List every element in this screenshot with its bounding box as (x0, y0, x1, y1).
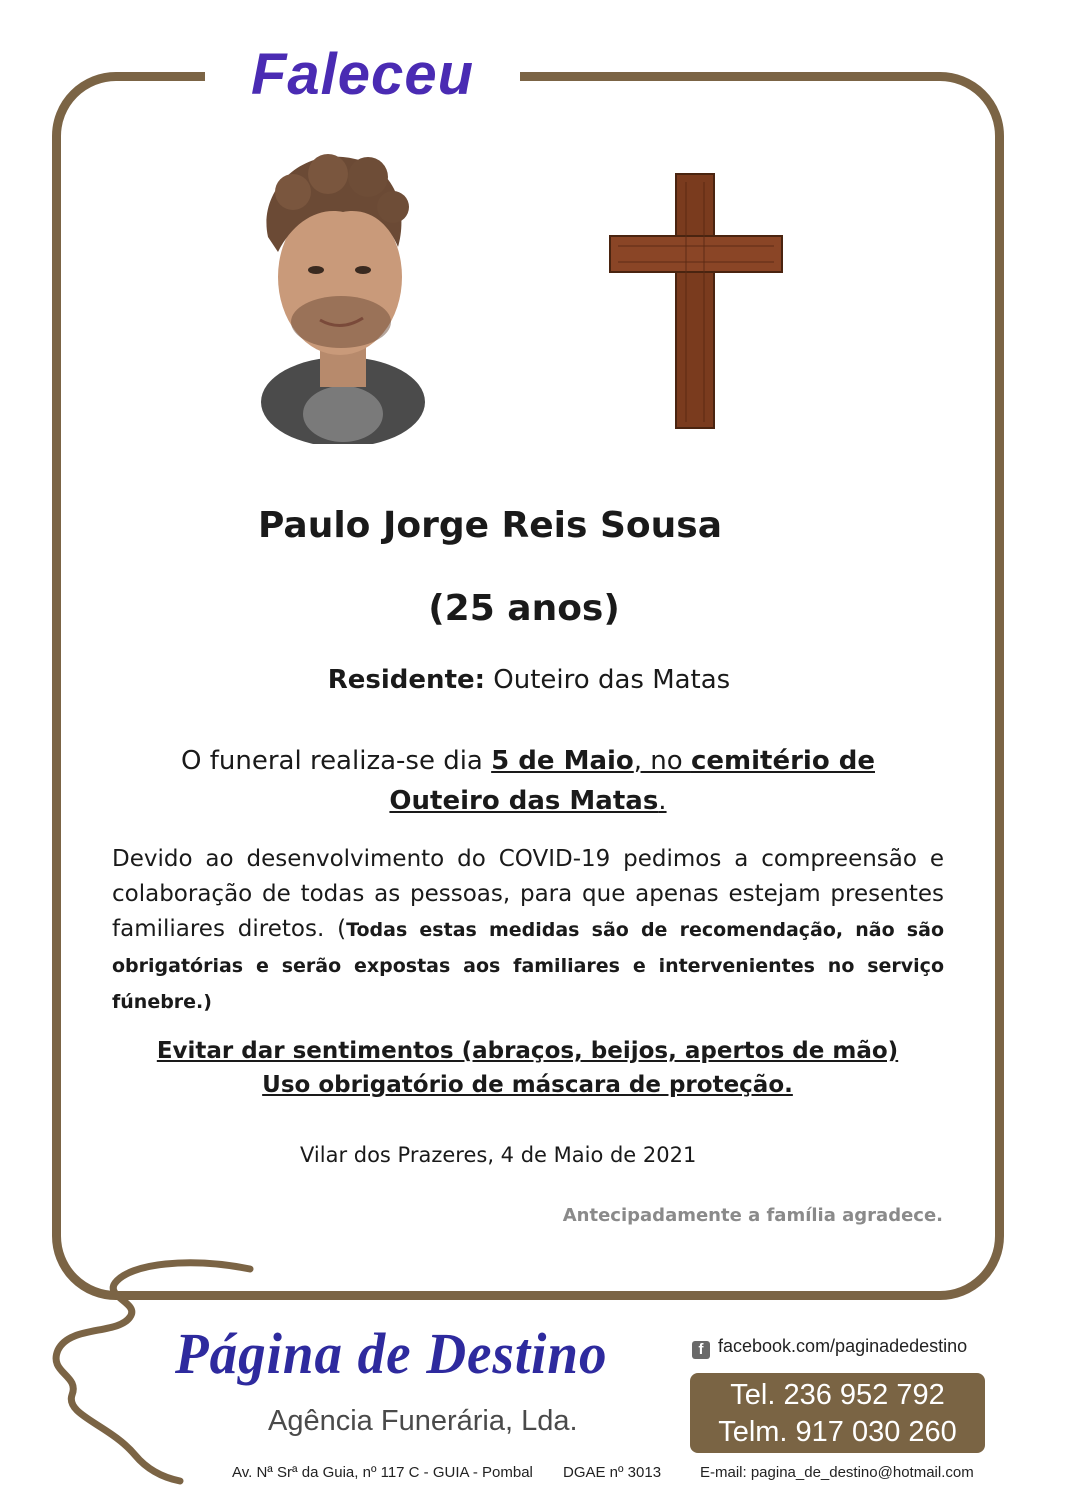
funeral-text-2: , no (633, 746, 691, 776)
agency-name: Agência Funerária, Lda. (268, 1405, 578, 1437)
phone-tel: Tel. 236 952 792 (730, 1379, 945, 1411)
funeral-place: cemitério de Outeiro das Matas (389, 746, 875, 816)
warning-line-2: Uso obrigatório de máscara de proteção. (262, 1072, 793, 1098)
phone-box (690, 1373, 985, 1453)
funeral-info (150, 741, 906, 821)
cross-icon (608, 172, 784, 430)
deceased-age: (25 anos) (428, 588, 620, 629)
facebook-icon: f (692, 1341, 710, 1359)
funeral-text-3: . (658, 786, 667, 816)
facebook-url: facebook.com/paginadedestino (718, 1336, 968, 1356)
place-date: Vilar dos Prazeres, 4 de Maio de 2021 (300, 1143, 697, 1167)
residence-label: Residente: (327, 665, 486, 695)
thanks-note: Antecipadamente a família agradece. (562, 1205, 943, 1226)
page-title: Faleceu (205, 40, 520, 110)
residence-value: Outeiro das Matas (493, 665, 731, 695)
footer-dgae: DGAE nº 3013 (563, 1464, 662, 1481)
deceased-photo (248, 152, 426, 444)
footer-address: Av. Nª Srª da Guia, nº 117 C - GUIA - Pombal (232, 1464, 533, 1481)
funeral-text: O funeral realiza-se dia (181, 746, 492, 776)
footer-email: E-mail: pagina_de_destino@hotmail.com (700, 1464, 974, 1481)
covid-bold-text: Todas estas medidas são de recomendação, não são obrigatórias e serão expostas aos familiares e intervenientes no serviço fúnebre.) (112, 919, 944, 1013)
warning-line-1: Evitar dar sentimentos (abraços, beijos, apertos de mão) (156, 1038, 899, 1064)
covid-text: Devido ao desenvolvimento do COVID-19 pedimos a compreensão e colaboração de todas as pessoas, para que apenas estejam presentes familiares diretos. ( (112, 846, 944, 942)
covid-notice (112, 842, 944, 1020)
warnings (0, 1034, 1055, 1102)
funeral-date: 5 de Maio (491, 746, 634, 776)
brand-logo: Página de Destino (175, 1321, 608, 1386)
facebook-link[interactable] (692, 1336, 967, 1359)
phone-telm: Telm. 917 030 260 (718, 1416, 957, 1448)
deceased-name: Paulo Jorge Reis Sousa (258, 505, 722, 546)
residence (0, 665, 1058, 695)
